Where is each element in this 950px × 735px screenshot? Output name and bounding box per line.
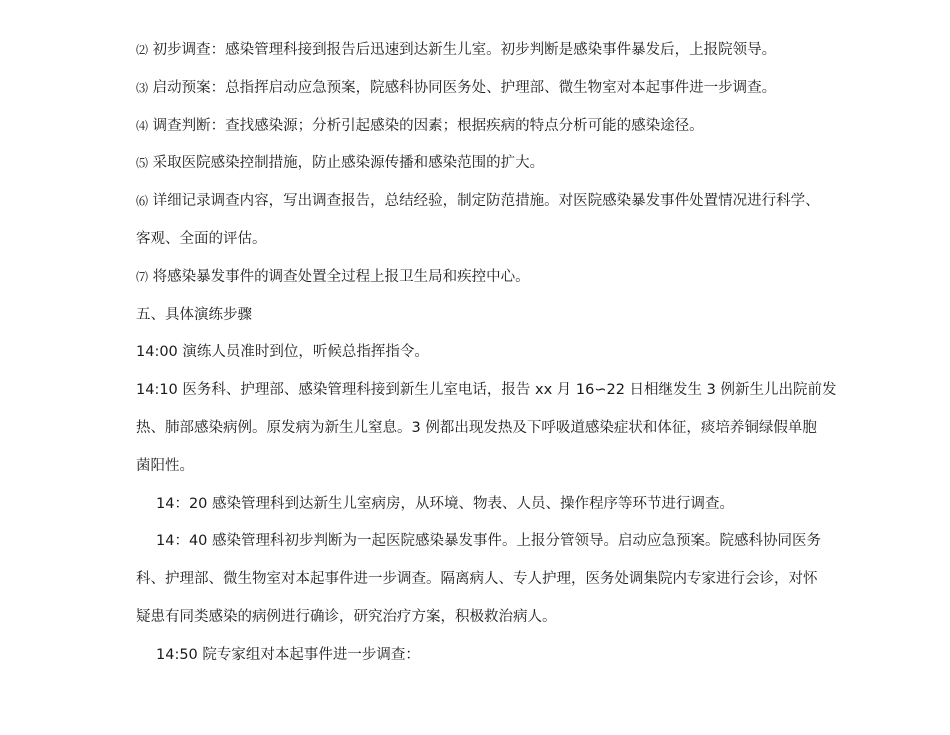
step-record-report-cont bbox=[136, 221, 836, 259]
list-number: ⑷ bbox=[136, 118, 149, 133]
list-number: ⑺ bbox=[136, 269, 149, 284]
line-text: 初步调查：感染管理科接到报告后迅速到达新生儿室。初步判断是感染事件暴发后，上报院领导。 bbox=[152, 42, 777, 58]
timeline-1410-cont bbox=[136, 448, 836, 486]
document-body bbox=[136, 32, 836, 675]
line-text: 疑患有同类感染的病例进行确诊，研究治疗方案，积极救治病人。 bbox=[136, 608, 557, 625]
list-number: ⑸ bbox=[136, 156, 149, 171]
list-number: ⑹ bbox=[136, 194, 149, 209]
line-text: 采取医院感染控制措施，防止感染源传播和感染范围的扩大。 bbox=[152, 155, 545, 172]
step-record-report bbox=[136, 183, 836, 221]
step-control-measures bbox=[136, 145, 836, 183]
line-text: 菌阳性。 bbox=[136, 457, 194, 474]
line-text: 启动预案：总指挥启动应急预案，院感科协同医务处、护理部、微生物室对本起事件进一步调查。 bbox=[152, 79, 777, 96]
line-text: 科、护理部、微生物室对本起事件进一步调查。隔离病人、专人护理，医务处调集院内专家进行会诊，对怀 bbox=[136, 571, 818, 588]
timeline-1440-cont bbox=[136, 599, 836, 637]
timeline-1410 bbox=[136, 372, 836, 410]
step-initial-survey bbox=[136, 32, 836, 70]
timeline-1410-cont bbox=[136, 410, 836, 448]
line-text: 14:00 演练人员准时到位，听候总指挥指令。 bbox=[136, 344, 429, 361]
step-investigate bbox=[136, 108, 836, 146]
list-number: ⑵ bbox=[136, 43, 149, 57]
line-text: 将感染暴发事件的调查处置全过程上报卫生局和疾控中心。 bbox=[152, 268, 530, 285]
line-text: 14:10 医务科、护理部、感染管理科接到新生儿室电话，报告 xx 月 16∽22 日相继发生 3 例新生儿出院前发 bbox=[136, 382, 837, 399]
timeline-1400 bbox=[136, 334, 836, 372]
line-text: 14：20 感染管理科到达新生儿室病房，从环境、物表、人员、操作程序等环节进行调查。 bbox=[156, 495, 735, 512]
step-report-upward bbox=[136, 259, 836, 297]
timeline-1450 bbox=[136, 637, 836, 675]
timeline-1440-cont bbox=[136, 561, 836, 599]
timeline-1420 bbox=[136, 486, 836, 524]
line-text: 客观、全面的评估。 bbox=[136, 230, 267, 247]
line-text: 热、肺部感染病例。原发病为新生儿窒息。3 例都出现发热及下呼吸道感染症状和体征，痰培养铜绿假单胞 bbox=[136, 419, 817, 436]
list-number: ⑶ bbox=[136, 80, 149, 95]
line-text: 详细记录调查内容，写出调查报告，总结经验，制定防范措施。对医院感染暴发事件处置情况进行科学、 bbox=[152, 193, 820, 210]
line-text: 14:50 院专家组对本起事件进一步调查： bbox=[156, 646, 420, 663]
section-heading bbox=[136, 297, 836, 335]
timeline-1440 bbox=[136, 523, 836, 561]
line-text: 调查判断：查找感染源；分析引起感染的因素；根据疾病的特点分析可能的感染途径。 bbox=[152, 117, 704, 134]
line-text: 五、具体演练步骤 bbox=[136, 306, 252, 323]
step-start-plan bbox=[136, 70, 836, 108]
line-text: 14：40 感染管理科初步判断为一起医院感染暴发事件。上报分管领导。启动应急预案。院感科协同医务 bbox=[156, 533, 822, 550]
